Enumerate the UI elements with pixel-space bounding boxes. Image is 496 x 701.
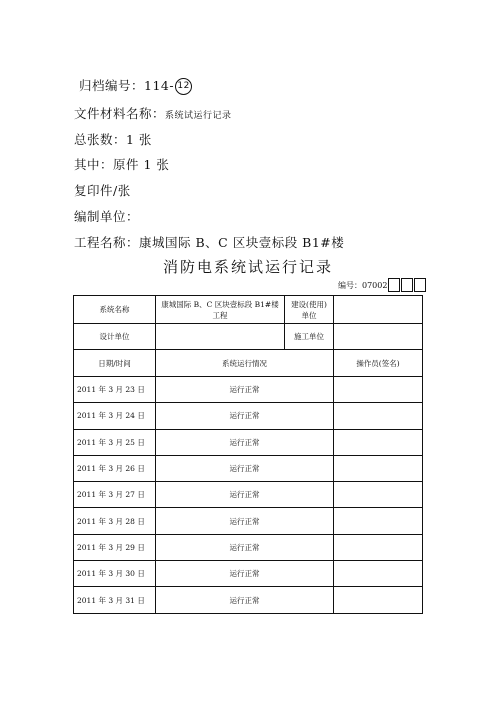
row-status: 运行正常	[156, 403, 334, 429]
row-status: 运行正常	[156, 561, 334, 587]
row-date: 2011 年 3 月 23 日	[74, 377, 156, 403]
archive-number-label: 归档编号：114-	[79, 78, 175, 93]
column-header-date: 日期/时间	[74, 350, 156, 377]
file-name-line	[74, 104, 232, 122]
record-table	[73, 295, 423, 614]
row-date: 2011 年 3 月 24 日	[74, 403, 156, 429]
table-row	[74, 534, 423, 560]
row-operator[interactable]	[334, 429, 423, 455]
row-date: 2011 年 3 月 31 日	[74, 587, 156, 613]
row-date: 2011 年 3 月 27 日	[74, 482, 156, 508]
system-name-row	[74, 296, 423, 324]
owner-value[interactable]	[334, 296, 423, 324]
row-date: 2011 年 3 月 29 日	[74, 534, 156, 560]
row-status: 运行正常	[156, 482, 334, 508]
row-status: 运行正常	[156, 534, 334, 560]
row-status: 运行正常	[156, 429, 334, 455]
code-box[interactable]	[401, 278, 413, 292]
original-count: 其中：原件 1 张	[74, 157, 170, 172]
row-status: 运行正常	[156, 455, 334, 481]
code-box[interactable]	[414, 278, 426, 292]
table-row	[74, 508, 423, 534]
row-operator[interactable]	[334, 561, 423, 587]
column-header-status: 系统运行情况	[156, 350, 334, 377]
row-operator[interactable]	[334, 455, 423, 481]
document-title: 消防电系统试运行记录	[162, 258, 333, 276]
record-rows	[74, 377, 423, 614]
row-status: 运行正常	[156, 587, 334, 613]
table-row	[74, 561, 423, 587]
project-name: 工程名称：康城国际 B、C 区块壹标段 B1#楼	[74, 235, 345, 250]
design-value[interactable]	[156, 324, 285, 350]
compiler-unit: 编制单位：	[74, 209, 140, 224]
system-name-value[interactable]: 康城国际 B、C 区块壹标段 B1#楼工程	[156, 296, 285, 324]
row-operator[interactable]	[334, 403, 423, 429]
table-row	[74, 587, 423, 613]
circled-number: 12	[175, 78, 192, 95]
row-date: 2011 年 3 月 30 日	[74, 561, 156, 587]
row-date: 2011 年 3 月 28 日	[74, 508, 156, 534]
construction-value[interactable]	[334, 324, 423, 350]
row-date: 2011 年 3 月 25 日	[74, 429, 156, 455]
row-operator[interactable]	[334, 482, 423, 508]
design-label: 设计单位	[74, 324, 156, 350]
table-row	[74, 403, 423, 429]
file-name-label: 文件材料名称：	[74, 106, 166, 121]
row-operator[interactable]	[334, 534, 423, 560]
row-operator[interactable]	[334, 508, 423, 534]
table-header-row	[74, 350, 423, 377]
archive-number	[79, 76, 192, 95]
row-operator[interactable]	[334, 377, 423, 403]
system-name-label: 系统名称	[74, 296, 156, 324]
owner-label: 建设(使用)单位	[285, 296, 334, 324]
total-sheets: 总张数：1 张	[74, 132, 152, 147]
code-box[interactable]	[388, 278, 400, 292]
document-code-text: 编号：07002	[338, 280, 388, 290]
document-code	[338, 278, 426, 292]
row-status: 运行正常	[156, 508, 334, 534]
table-row	[74, 482, 423, 508]
table-row	[74, 455, 423, 481]
row-date: 2011 年 3 月 26 日	[74, 455, 156, 481]
copy-count: 复印件/张	[74, 183, 131, 198]
column-header-operator: 操作员(签名)	[334, 350, 423, 377]
construction-label: 施工单位	[285, 324, 334, 350]
row-operator[interactable]	[334, 587, 423, 613]
table-row	[74, 377, 423, 403]
design-row	[74, 324, 423, 350]
table-row	[74, 429, 423, 455]
row-status: 运行正常	[156, 377, 334, 403]
file-name-value: 系统试运行记录	[165, 111, 232, 121]
